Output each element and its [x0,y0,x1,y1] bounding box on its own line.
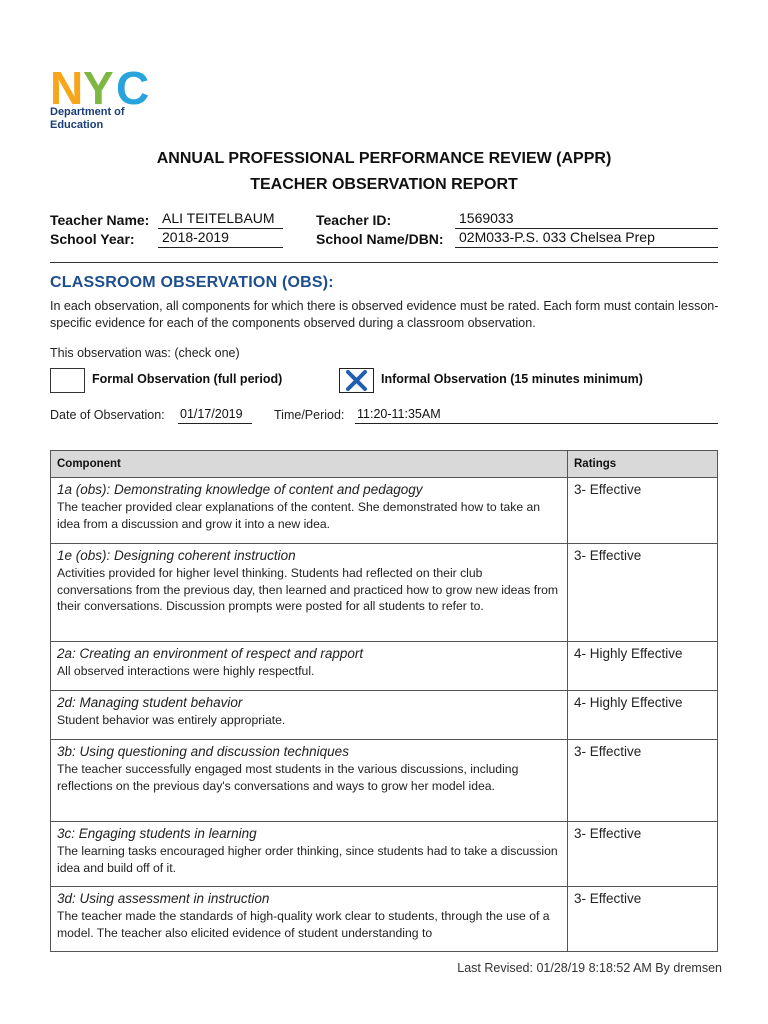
informal-observation-label: Informal Observation (15 minutes minimum) [381,372,643,386]
formal-observation-label: Formal Observation (full period) [92,372,283,386]
component-evidence: The teacher provided clear explanations of the content. She demonstrated how to take an idea from a discussion and grow it into a new idea. [57,500,541,531]
table-row [51,478,718,544]
check-x-icon [340,369,373,392]
component-evidence: Activities provided for higher level thinking. Students had reflected on their club conversations from the previous day, then learned and practiced how to grow new ideas from their conversations. Discussion prompts were posted for all students to refer to. [57,566,559,613]
check-prompt: This observation was: (check one) [50,346,240,360]
component-evidence: The teacher successfully engaged most students in the various discussions, including reflections on the previous day's conversations and ways to grow her model idea. [57,762,519,793]
school-name-label: School Name/DBN: [316,231,444,247]
table-row [51,544,718,642]
section-title: CLASSROOM OBSERVATION (OBS): [50,274,334,291]
report-title-line1: ANNUAL PROFESSIONAL PERFORMANCE REVIEW (APPR) [156,150,612,167]
teacher-name-label: Teacher Name: [50,212,150,228]
rating-cell: 3- Effective [568,478,718,544]
rating-cell: 3- Effective [568,544,718,642]
component-name: 3c: Engaging students in learning [57,826,257,841]
formal-observation-checkbox[interactable] [50,368,85,393]
logo-dept-text [50,106,125,132]
school-year-value: 2018-2019 [158,229,283,248]
component-cell [51,887,568,952]
table-row [51,691,718,740]
component-name: 1a (obs): Demonstrating knowledge of content and pedagogy [57,482,423,497]
rating-cell: 3- Effective [568,822,718,887]
logo-letter-c: C [116,66,150,108]
teacher-id-label: Teacher ID: [316,212,392,228]
divider [50,262,718,263]
section-description: In each observation, all components for which there is observed evidence must be rated. Each form must contain lesson-specific evidence for each of the components observed during a classroom observation. [50,299,719,330]
time-period-label: Time/Period: [274,408,345,422]
component-ratings-table [50,450,718,952]
last-revised-footer: Last Revised: 01/28/19 8:18:52 AM By dremsen [457,961,722,975]
table-row [51,740,718,822]
logo-dept-line2: Education [50,119,104,131]
time-period-value: 11:20-11:35AM [355,406,718,424]
report-title-line2: TEACHER OBSERVATION REPORT [250,176,518,193]
component-header: Component [51,451,568,478]
component-cell [51,691,568,740]
rating-cell: 4- Highly Effective [568,642,718,691]
component-evidence: The teacher made the standards of high-quality work clear to students, through the use of a model. The teacher also elicited evidence of student understanding to [57,909,550,940]
logo-dept-line1: Department of [50,106,125,118]
nyc-logo-mark [50,66,160,108]
table-header-row [51,451,718,478]
teacher-name-value: ALI TEITELBAUM [158,210,283,229]
component-name: 3b: Using questioning and discussion techniques [57,744,349,759]
component-cell [51,740,568,822]
teacher-id-value: 1569033 [455,210,718,229]
date-of-observation-value: 01/17/2019 [178,406,252,424]
component-evidence: The learning tasks encouraged higher order thinking, since students had to take a discussion idea and build off of it. [57,844,558,875]
component-cell [51,544,568,642]
component-name: 2a: Creating an environment of respect and rapport [57,646,364,661]
ratings-header: Ratings [568,451,718,478]
component-cell [51,642,568,691]
table-row [51,642,718,691]
component-cell [51,822,568,887]
logo-letter-n: N [50,66,80,108]
component-name: 1e (obs): Designing coherent instruction [57,548,296,563]
component-name: 2d: Managing student behavior [57,695,243,710]
table-row [51,887,718,952]
component-cell [51,478,568,544]
component-name: 3d: Using assessment in instruction [57,891,270,906]
school-year-label: School Year: [50,231,135,247]
rating-cell: 3- Effective [568,740,718,822]
informal-observation-checkbox[interactable] [339,368,374,393]
nyc-doe-logo [50,66,160,136]
rating-cell: 4- Highly Effective [568,691,718,740]
table-row [51,822,718,887]
rating-cell: 3- Effective [568,887,718,952]
component-evidence: All observed interactions were highly respectful. [57,664,315,678]
logo-letter-y: Y [83,66,114,108]
date-of-observation-label: Date of Observation: [50,408,165,422]
school-name-value: 02M033-P.S. 033 Chelsea Prep [455,229,718,248]
component-evidence: Student behavior was entirely appropriate. [57,713,286,727]
